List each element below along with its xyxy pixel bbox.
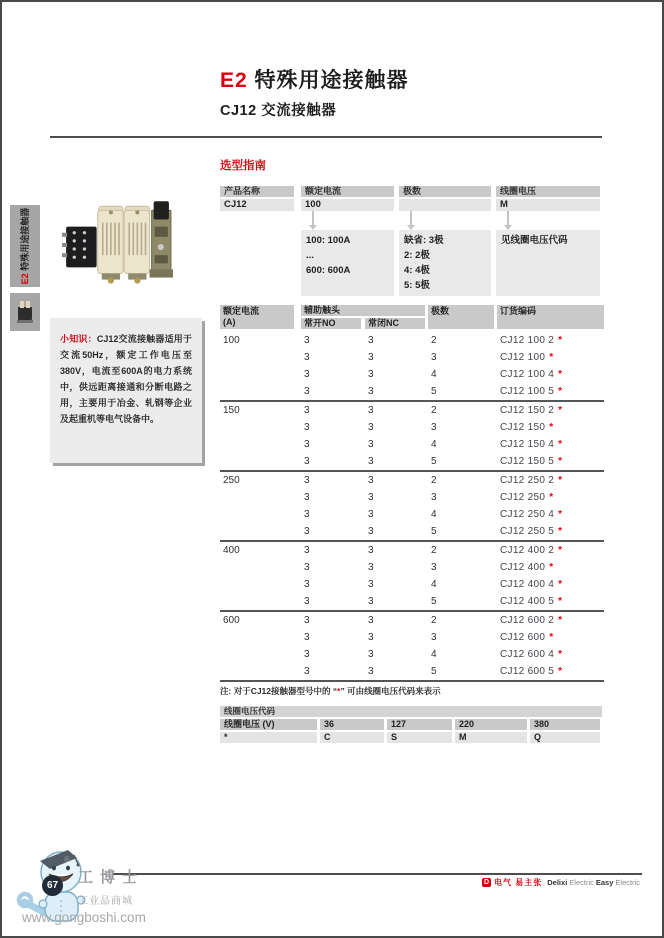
col-header-aux: 辅助触头 bbox=[301, 305, 425, 316]
tip-label: 小知识： bbox=[60, 334, 97, 344]
order-group bbox=[220, 332, 604, 402]
order-row bbox=[220, 523, 604, 540]
cell-nc: 3 bbox=[368, 422, 374, 433]
order-code-star: * bbox=[558, 475, 563, 486]
cell-poles: 5 bbox=[431, 666, 437, 677]
cell-order-code bbox=[500, 349, 553, 366]
order-code-star: * bbox=[558, 369, 563, 380]
order-table bbox=[220, 305, 604, 682]
order-row bbox=[220, 542, 604, 559]
tip-box bbox=[50, 318, 202, 463]
order-code-star: * bbox=[549, 632, 554, 643]
cell-no: 3 bbox=[304, 545, 310, 556]
cell-poles: 4 bbox=[431, 369, 437, 380]
sg-option: 2: 2极 bbox=[404, 250, 430, 261]
order-code-star: * bbox=[558, 509, 563, 520]
sg-connector-line bbox=[507, 211, 509, 225]
order-code-star: * bbox=[549, 422, 554, 433]
order-code-text: CJ12 600 bbox=[500, 632, 546, 643]
order-code-text: CJ12 100 bbox=[500, 352, 546, 363]
order-row bbox=[220, 332, 604, 349]
cell-no: 3 bbox=[304, 439, 310, 450]
voltage-header-cell: 36 bbox=[320, 719, 384, 730]
mini-contactor-icon bbox=[14, 299, 36, 325]
voltage-table-grid bbox=[220, 719, 602, 743]
cell-nc: 3 bbox=[368, 545, 374, 556]
cell-poles: 5 bbox=[431, 526, 437, 537]
cell-nc: 3 bbox=[368, 386, 374, 397]
voltage-header-cell: 127 bbox=[387, 719, 452, 730]
sg-column-header: 极数 bbox=[399, 186, 491, 197]
cell-poles: 3 bbox=[431, 492, 437, 503]
order-code-text: CJ12 600 4 bbox=[500, 649, 555, 660]
sidebar-tab-code: E2 bbox=[20, 273, 30, 285]
brand-slogan-en bbox=[545, 878, 640, 887]
cell-poles: 4 bbox=[431, 439, 437, 450]
order-code-star: * bbox=[549, 562, 554, 573]
sg-option: 600: 600A bbox=[306, 265, 351, 276]
cell-current: 600 bbox=[223, 615, 240, 626]
watermark-subtitle: 工业品商城 bbox=[78, 896, 133, 907]
cell-no: 3 bbox=[304, 526, 310, 537]
order-row bbox=[220, 576, 604, 593]
cell-no: 3 bbox=[304, 509, 310, 520]
cell-order-code bbox=[500, 419, 553, 436]
brand-footer bbox=[482, 877, 640, 888]
order-row bbox=[220, 646, 604, 663]
order-code-text: CJ12 250 5 bbox=[500, 526, 555, 537]
sg-column-header: 产品名称 bbox=[220, 186, 294, 197]
cell-nc: 3 bbox=[368, 615, 374, 626]
cell-order-code bbox=[500, 506, 562, 523]
sg-column-value: 100 bbox=[301, 199, 394, 211]
order-row bbox=[220, 366, 604, 383]
cell-no: 3 bbox=[304, 649, 310, 660]
note-star: * bbox=[337, 686, 341, 696]
page-subtitle: CJ12 交流接触器 bbox=[220, 103, 337, 119]
cell-order-code bbox=[500, 472, 562, 489]
order-code-text: CJ12 400 4 bbox=[500, 579, 555, 590]
cell-order-code bbox=[500, 523, 562, 540]
cell-order-code bbox=[500, 663, 562, 680]
brand-word: Delixi bbox=[547, 878, 568, 887]
col-header-current: 额定电流 (A) bbox=[220, 305, 294, 329]
cell-nc: 3 bbox=[368, 369, 374, 380]
page-title: E2 特殊用途接触器 bbox=[220, 69, 409, 92]
order-code-text: CJ12 150 bbox=[500, 422, 546, 433]
watermark-url: www.gongboshi.com bbox=[22, 910, 146, 925]
voltage-header-cell: 220 bbox=[455, 719, 527, 730]
cell-current: 400 bbox=[223, 545, 240, 556]
cell-poles: 4 bbox=[431, 649, 437, 660]
order-group bbox=[220, 472, 604, 542]
registered-mark: ® bbox=[64, 855, 70, 864]
cell-poles: 2 bbox=[431, 335, 437, 346]
order-code-star: * bbox=[549, 492, 554, 503]
cell-poles: 5 bbox=[431, 386, 437, 397]
cell-nc: 3 bbox=[368, 632, 374, 643]
cell-no: 3 bbox=[304, 369, 310, 380]
cell-no: 3 bbox=[304, 492, 310, 503]
cell-poles: 2 bbox=[431, 615, 437, 626]
order-code-text: CJ12 150 2 bbox=[500, 405, 555, 416]
order-code-star: * bbox=[558, 649, 563, 660]
cell-poles: 3 bbox=[431, 422, 437, 433]
cell-poles: 5 bbox=[431, 456, 437, 467]
sg-column-header: 额定电流 bbox=[301, 186, 394, 197]
cell-order-code bbox=[500, 576, 562, 593]
sg-column-value: CJ12 bbox=[220, 199, 294, 211]
voltage-code-table bbox=[220, 706, 602, 743]
cell-no: 3 bbox=[304, 422, 310, 433]
sg-connector-line bbox=[410, 211, 412, 225]
watermark-name: 工博士 bbox=[78, 870, 145, 886]
sidebar-tab-thumbnail bbox=[10, 293, 40, 331]
order-code-text: CJ12 250 4 bbox=[500, 509, 555, 520]
brand-word: Electric bbox=[615, 878, 640, 887]
order-code-star: * bbox=[558, 579, 563, 590]
sg-connector-line bbox=[312, 211, 314, 225]
cell-no: 3 bbox=[304, 562, 310, 573]
tip-text: CJ12交流接触器适用于交流50Hz，额定工作电压至380V，电流至600A的电力系统中，供远距离接通和分断电路之用，主要用于冶金、轧钢等企业及起重机等电气设备中。 bbox=[60, 334, 192, 424]
cell-poles: 2 bbox=[431, 545, 437, 556]
order-code-star: * bbox=[558, 439, 563, 450]
selection-guide-title: 选型指南 bbox=[220, 160, 266, 172]
order-row bbox=[220, 612, 604, 629]
order-row bbox=[220, 453, 604, 470]
order-code-text: CJ12 250 bbox=[500, 492, 546, 503]
cell-current: 150 bbox=[223, 405, 240, 416]
order-code-star: * bbox=[558, 386, 563, 397]
order-code-text: CJ12 600 5 bbox=[500, 666, 555, 677]
order-row bbox=[220, 506, 604, 523]
voltage-code-cell: Q bbox=[530, 732, 600, 743]
order-code-star: * bbox=[558, 335, 563, 346]
cell-no: 3 bbox=[304, 456, 310, 467]
cell-nc: 3 bbox=[368, 352, 374, 363]
cell-order-code bbox=[500, 646, 562, 663]
cell-order-code bbox=[500, 436, 562, 453]
voltage-code-cell: * bbox=[220, 732, 317, 743]
cell-poles: 4 bbox=[431, 509, 437, 520]
voltage-header-cell: 380 bbox=[530, 719, 600, 730]
sg-option: ... bbox=[306, 250, 314, 261]
order-row bbox=[220, 349, 604, 366]
cell-nc: 3 bbox=[368, 439, 374, 450]
cell-no: 3 bbox=[304, 386, 310, 397]
cell-nc: 3 bbox=[368, 649, 374, 660]
sg-options-box bbox=[301, 230, 394, 296]
cell-no: 3 bbox=[304, 632, 310, 643]
cell-poles: 4 bbox=[431, 579, 437, 590]
footer-divider bbox=[112, 873, 642, 875]
cell-nc: 3 bbox=[368, 405, 374, 416]
cell-order-code bbox=[500, 489, 553, 506]
cell-nc: 3 bbox=[368, 666, 374, 677]
cell-order-code bbox=[500, 612, 562, 629]
cell-no: 3 bbox=[304, 666, 310, 677]
order-group bbox=[220, 612, 604, 682]
col-header-poles: 极数 bbox=[428, 305, 494, 329]
order-code-text: CJ12 400 5 bbox=[500, 596, 555, 607]
page-number-badge: 67 bbox=[42, 875, 63, 896]
voltage-code-cell: C bbox=[320, 732, 384, 743]
order-row bbox=[220, 472, 604, 489]
cell-no: 3 bbox=[304, 579, 310, 590]
sg-option: 4: 4极 bbox=[404, 265, 430, 276]
order-row bbox=[220, 559, 604, 576]
order-code-star: * bbox=[558, 545, 563, 556]
delixi-logo-icon: D bbox=[484, 879, 490, 886]
sg-option: 见线圈电压代码 bbox=[501, 235, 568, 246]
sg-option: 5: 5极 bbox=[404, 280, 430, 291]
cell-no: 3 bbox=[304, 335, 310, 346]
cell-nc: 3 bbox=[368, 526, 374, 537]
order-row bbox=[220, 402, 604, 419]
col-header-nc: 常闭NC bbox=[365, 318, 425, 329]
col-header-no: 常开NO bbox=[301, 318, 361, 329]
sidebar-tab-e2 bbox=[10, 205, 40, 287]
sg-options-box bbox=[496, 230, 600, 296]
order-row bbox=[220, 489, 604, 506]
cell-no: 3 bbox=[304, 405, 310, 416]
voltage-table-title: 线圈电压代码 bbox=[220, 706, 602, 717]
order-row bbox=[220, 436, 604, 453]
cell-order-code bbox=[500, 332, 562, 349]
cell-order-code bbox=[500, 593, 562, 610]
cell-no: 3 bbox=[304, 352, 310, 363]
order-code-star: * bbox=[558, 456, 563, 467]
sg-options-box bbox=[399, 230, 491, 296]
order-code-text: CJ12 150 5 bbox=[500, 456, 555, 467]
cell-poles: 2 bbox=[431, 405, 437, 416]
cell-nc: 3 bbox=[368, 562, 374, 573]
sg-option: 100: 100A bbox=[306, 235, 351, 246]
order-code-text: CJ12 100 5 bbox=[500, 386, 555, 397]
title-divider bbox=[50, 136, 602, 138]
order-code-text: CJ12 100 2 bbox=[500, 335, 555, 346]
order-table-note: 注: 对于CJ12接触器型号中的 “*” 可由线圈电压代码来表示 bbox=[220, 686, 441, 696]
order-code-text: CJ12 400 bbox=[500, 562, 546, 573]
cell-no: 3 bbox=[304, 615, 310, 626]
brand-word: Easy bbox=[595, 878, 614, 887]
order-group bbox=[220, 402, 604, 472]
page-title-code: E2 bbox=[220, 69, 248, 92]
order-group bbox=[220, 542, 604, 612]
cell-order-code bbox=[500, 366, 562, 383]
cell-poles: 3 bbox=[431, 632, 437, 643]
cell-nc: 3 bbox=[368, 579, 374, 590]
cell-nc: 3 bbox=[368, 335, 374, 346]
order-code-text: CJ12 600 2 bbox=[500, 615, 555, 626]
order-row bbox=[220, 663, 604, 680]
cell-current: 100 bbox=[223, 335, 240, 346]
col-header-code: 订货编码 bbox=[497, 305, 604, 329]
brand-slogan-cn: 电气 易主张 bbox=[494, 878, 543, 887]
order-code-text: CJ12 150 4 bbox=[500, 439, 555, 450]
cell-nc: 3 bbox=[368, 492, 374, 503]
cell-order-code bbox=[500, 629, 553, 646]
product-photo bbox=[60, 196, 174, 296]
cell-poles: 5 bbox=[431, 596, 437, 607]
order-code-star: * bbox=[558, 596, 563, 607]
cell-order-code bbox=[500, 383, 562, 400]
voltage-code-cell: M bbox=[455, 732, 527, 743]
order-code-text: CJ12 100 4 bbox=[500, 369, 555, 380]
sg-column-header: 线圈电压 bbox=[496, 186, 600, 197]
order-row bbox=[220, 629, 604, 646]
cell-poles: 2 bbox=[431, 475, 437, 486]
cell-no: 3 bbox=[304, 475, 310, 486]
order-code-star: * bbox=[558, 526, 563, 537]
order-code-star: * bbox=[558, 666, 563, 677]
order-code-star: * bbox=[549, 352, 554, 363]
cell-nc: 3 bbox=[368, 456, 374, 467]
order-table-body bbox=[220, 332, 604, 682]
cell-order-code bbox=[500, 542, 562, 559]
sg-option: 缺省: 3极 bbox=[404, 235, 444, 246]
sg-column-value: M bbox=[496, 199, 600, 211]
cell-nc: 3 bbox=[368, 596, 374, 607]
sg-column-value bbox=[399, 199, 491, 211]
cell-poles: 3 bbox=[431, 562, 437, 573]
order-row bbox=[220, 419, 604, 436]
order-code-star: * bbox=[558, 405, 563, 416]
order-code-text: CJ12 250 2 bbox=[500, 475, 555, 486]
cell-no: 3 bbox=[304, 596, 310, 607]
voltage-header-cell: 线圈电压 (V) bbox=[220, 719, 317, 730]
order-code-star: * bbox=[558, 615, 563, 626]
cell-order-code bbox=[500, 402, 562, 419]
selection-guide bbox=[220, 186, 600, 298]
cell-nc: 3 bbox=[368, 475, 374, 486]
sidebar-tab-label: E2 特殊用途接触器 bbox=[20, 207, 30, 285]
cell-order-code bbox=[500, 453, 562, 470]
order-table-header bbox=[220, 305, 604, 329]
order-row bbox=[220, 593, 604, 610]
cell-poles: 3 bbox=[431, 352, 437, 363]
cell-order-code bbox=[500, 559, 553, 576]
voltage-code-cell: S bbox=[387, 732, 452, 743]
cell-current: 250 bbox=[223, 475, 240, 486]
cell-nc: 3 bbox=[368, 509, 374, 520]
order-code-text: CJ12 400 2 bbox=[500, 545, 555, 556]
order-row bbox=[220, 383, 604, 400]
brand-word: Electric bbox=[569, 878, 594, 887]
